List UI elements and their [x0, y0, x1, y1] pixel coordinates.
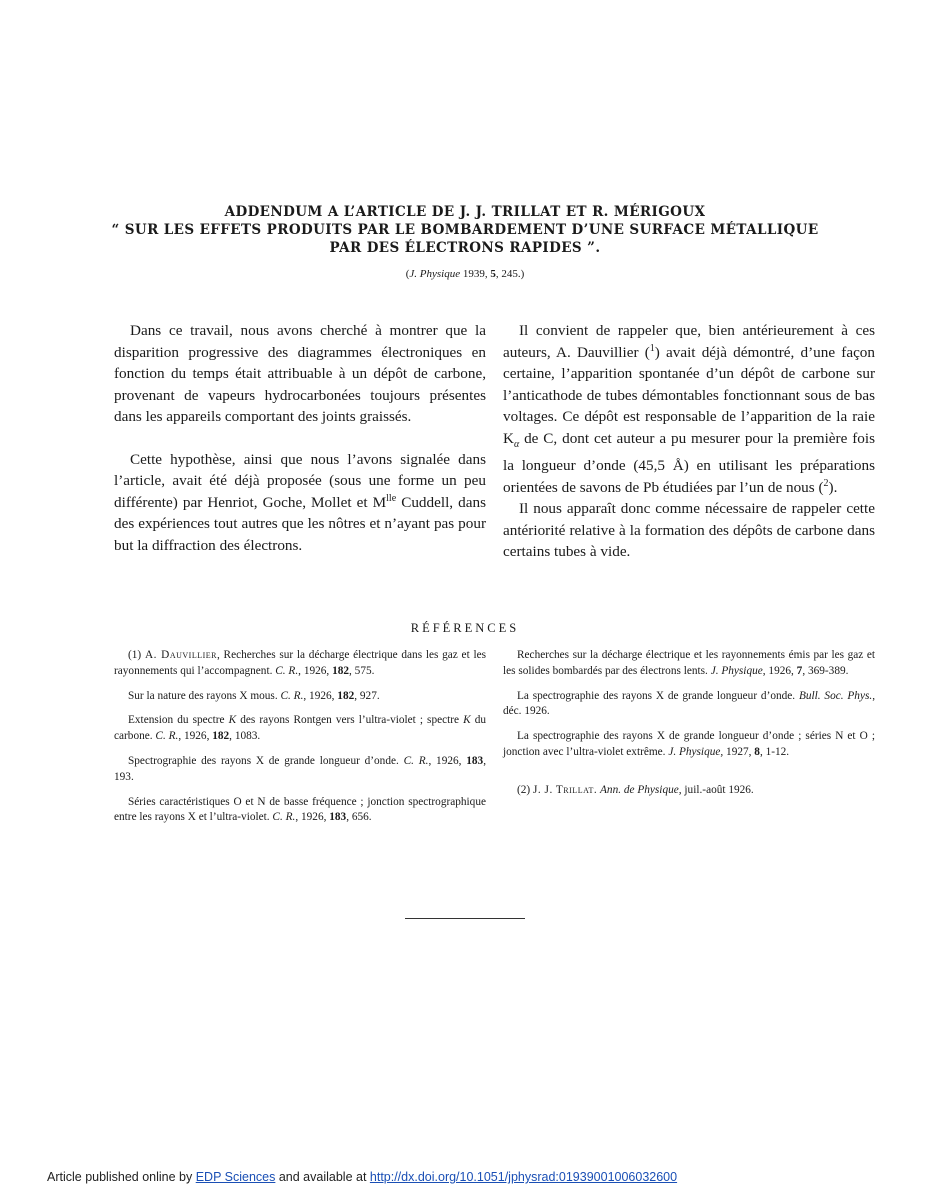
references-heading: RÉFÉRENCES — [410, 621, 520, 635]
footnote-marker: 1 — [649, 342, 655, 354]
reference-year: , 1926, — [303, 689, 338, 702]
citation-journal: J. Physique — [409, 268, 461, 280]
paragraph-text: Il convient de rappeler que, bien antérieurement à ces auteurs, A. Dauvillier ( — [503, 322, 875, 361]
reference-text: Recherches sur la décharge électrique et les rayonnements émis par les gaz et les solides bombardés par des électrons lents. — [503, 649, 875, 677]
reference-journal: Bull. Soc. Phys. — [798, 689, 873, 702]
reference-item — [114, 689, 486, 705]
reference-journal: C. R. — [280, 689, 304, 702]
paragraph-text: ). — [828, 478, 838, 496]
reference-text: Spectrographie des rayons X de grande longueur d’onde. — [128, 754, 404, 767]
reference-text: Sur la nature des rayons X mous. — [128, 689, 281, 702]
reference-text: La spectrographie des rayons X de grande longueur d’onde ; séries N et O ; jonction avec l’ultra-violet extrême. — [503, 730, 875, 758]
citation-volume: 5 — [490, 268, 496, 280]
reference-number: (1) — [128, 649, 142, 661]
reference-journal: C. R. — [403, 754, 429, 767]
reference-item — [114, 795, 486, 827]
article-title — [0, 203, 930, 257]
journal-citation — [0, 268, 930, 280]
reference-volume: 182 — [332, 664, 350, 677]
reference-item — [503, 783, 875, 799]
reference-date: juil.-août 1926. — [681, 783, 754, 796]
citation-pages: , 245.) — [495, 268, 525, 280]
reference-journal: J. Physique, — [668, 745, 724, 758]
publisher-link[interactable]: EDP Sciences — [195, 1170, 276, 1184]
paragraph-text: Cette hypothèse, ainsi que nous l’avons signalée dans l’article, avait été déjà proposée (sous une forme un peu différente) par Henriot, Goche, Mollet et M — [114, 450, 486, 511]
subscript: α — [513, 438, 520, 450]
reference-text: Extension du spectre — [128, 714, 229, 727]
citation-year: 1939, — [462, 268, 488, 280]
reference-journal: C. R. — [275, 664, 299, 677]
reference-year: , 1926, — [298, 664, 333, 677]
reference-volume: 183 — [329, 811, 347, 824]
references-column-left — [114, 648, 486, 835]
reference-year: , 1926, — [295, 811, 330, 824]
reference-text: , Recherches sur la décharge électrique dans les gaz et les rayonnements qui l’accompagnent. — [114, 649, 487, 677]
reference-author: J. J. Trillat. — [533, 783, 598, 796]
paragraph-text: Cuddell, dans des expériences tout autres que les nôtres et n’ayant pas pour but la diffraction des électrons. — [114, 493, 486, 554]
reference-symbol: K — [228, 714, 237, 727]
body-paragraph: Il nous apparaît donc comme nécessaire de rappeler cette antériorité relative à la formation des dépôts de carbone dans certains tubes à vide. — [503, 500, 875, 561]
reference-journal: C. R. — [272, 811, 296, 824]
reference-number: (2) — [517, 783, 531, 796]
publication-footer — [47, 1170, 677, 1184]
footer-text: and available at — [275, 1170, 370, 1184]
reference-text: des rayons Rontgen vers l’ultra-violet ; spectre — [236, 714, 464, 727]
paragraph-text: ) avait déjà démontré, d’une façon certaine, l’apparition spontanée d’un dépôt de carbone sur l’anticathode de tubes démontables fonctionnant sous de bas voltages. Ce dépôt est responsable de l’apparition de la raie K — [503, 343, 875, 447]
body-column-right — [503, 320, 875, 563]
reference-author: A. Dauvillier — [144, 649, 217, 661]
doi-link[interactable]: http://dx.doi.org/10.1051/jphysrad:01939001006032600 — [369, 1170, 678, 1184]
references-column-right — [503, 648, 875, 808]
reference-year: , 1926, — [762, 664, 797, 677]
reference-pages: , 927. — [354, 689, 380, 702]
reference-volume: 182 — [337, 689, 355, 702]
reference-item — [114, 754, 486, 786]
reference-text: du carbone. — [114, 714, 486, 743]
footer-text: Article published online by — [47, 1170, 196, 1184]
reference-volume: 8 — [754, 745, 760, 758]
reference-item — [114, 648, 486, 680]
reference-item — [114, 713, 486, 745]
title-line-1: ADDENDUM A L’ARTICLE DE J. J. TRILLAT ET R. MÉRIGOUX — [224, 204, 706, 220]
body-paragraph: Dans ce travail, nous avons cherché à montrer que la disparition progressive des diagrammes électroniques en fonction du temps était attribuable à un dépôt de carbone, provenant de vapeurs hydrocarbonées toujours présentes dans les appareils comportant des joints graissés. — [114, 322, 486, 425]
reference-text: La spectrographie des rayons X de grande longueur d’onde. — [517, 689, 799, 702]
reference-journal: C. R. — [155, 730, 179, 743]
reference-volume: 183 — [466, 754, 484, 767]
body-paragraph — [503, 320, 875, 498]
reference-year: 1927, — [723, 745, 755, 758]
body-paragraph — [114, 449, 486, 557]
superscript: lle — [386, 492, 397, 504]
body-column-left — [114, 320, 486, 556]
reference-year: , 1926, — [178, 730, 213, 743]
reference-item — [503, 648, 875, 680]
reference-volume: 7 — [796, 664, 803, 677]
reference-date: , déc. 1926. — [503, 689, 876, 718]
reference-pages: , 656. — [346, 811, 372, 824]
reference-pages: , 1-12. — [759, 745, 790, 758]
citation-open-paren: ( — [405, 268, 410, 280]
reference-pages: , 575. — [349, 664, 375, 677]
title-line-3: PAR DES ÉLECTRONS RAPIDES ”. — [329, 240, 601, 256]
reference-journal: Ann. de Physique, — [600, 783, 682, 796]
reference-symbol: K — [463, 714, 471, 727]
reference-item — [503, 689, 875, 721]
reference-pages: , 193. — [114, 754, 487, 783]
title-line-2: “ SUR LES EFFETS PRODUITS PAR LE BOMBARDEMENT D’UNE SURFACE MÉTALLIQUE — [111, 222, 819, 238]
paragraph-text: de C, dont cet auteur a pu mesurer pour la première fois la longueur d’onde (45,5 Å) en utilisant les préparations orientées de savons de Pb étudiées par l’un de nous ( — [503, 429, 875, 496]
reference-pages: , 369-389. — [802, 664, 849, 677]
reference-year: , 1926, — [428, 754, 467, 767]
section-divider — [405, 918, 525, 919]
reference-journal: J. Physique — [710, 664, 763, 677]
reference-volume: 182 — [212, 730, 230, 743]
reference-pages: , 1083. — [229, 730, 261, 743]
reference-item — [503, 729, 875, 761]
footnote-marker: 2 — [823, 477, 829, 489]
reference-text: Séries caractéristiques O et N de basse fréquence ; jonction spectrographique entre les rayons X et l’ultra-violet. — [114, 795, 486, 824]
